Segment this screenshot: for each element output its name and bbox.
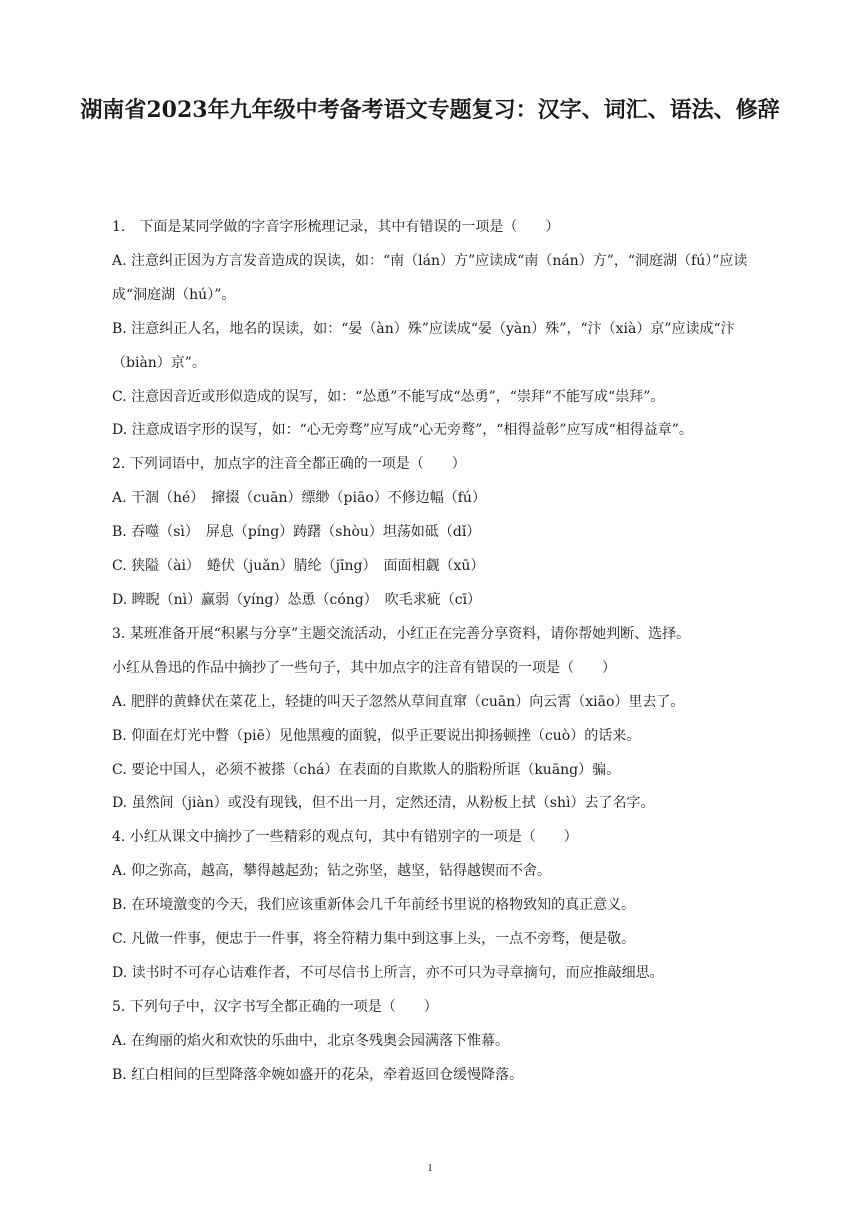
question-5-stem: 5. 下列句子中，汉字书写全都正确的一项是（ ） [112, 998, 438, 1015]
question-1-option-b: B. 注意纠正人名，地名的误读，如：“晏（àn）殊”应读成“晏（yàn）殊”，“汴（xià）京”应读成“汴（biàn）京”。 [112, 320, 735, 371]
question-5-option-a: A. 在绚丽的焰火和欢快的乐曲中，北京冬残奥会园满落下惟幕。 [112, 1032, 510, 1049]
question-2-option-c: C. 狭隘（ài） 蜷伏（juǎn）腈纶（jīng） 面面相觑（xū） [112, 558, 485, 575]
page-title: 湖南省2023年九年级中考备考语文专题复习：汉字、词汇、语法、修辞 [80, 97, 780, 123]
question-4-stem: 4. 小红从课文中摘抄了一些精彩的观点句，其中有错别字的一项是（ ） [112, 829, 578, 846]
question-1-option-d: D. 注意成语字形的误写，如：“心无旁骛”应写成“心无旁鹜”，“相得益彰”应写成“相得益章”。 [112, 422, 693, 439]
question-3-option-d: D. 虽然间（jiàn）或没有现钱，但不出一月，定然还清，从粉板上拭（shì）去了名字。 [112, 795, 655, 812]
question-5-option-b: B. 红白相间的巨型降落伞婉如盛开的花朵，牵着返回仓缓慢降落。 [112, 1066, 524, 1083]
question-1-option-a: A. 注意纠正因为方言发音造成的误读，如：“南（lán）方”应读成“南（nán）方”，“洞庭湖（fú）”应读成“洞庭湖（hú）”。 [112, 252, 748, 303]
question-3-option-c: C. 要论中国人，必须不被搽（chá）在表面的自欺欺人的脂粉所诓（kuāng）骗。 [112, 761, 621, 778]
page-number: 1 [427, 1162, 433, 1174]
question-3-option-b: B. 仰面在灯光中瞥（piē）见他黑瘦的面貌，似乎正要说出抑扬顿挫（cuò）的话来。 [112, 727, 641, 744]
question-3-intro: 3. 某班准备开展“积累与分享”主题交流活动，小红正在完善分享资料，请你帮她判断、选择。 [112, 625, 691, 642]
question-2-stem: 2. 下列词语中，加点字的注音全都正确的一项是（ ） [112, 456, 466, 473]
question-2-option-a: A. 干涸（hé） 撺掇（cuān）缥缈（piāo）不修边幅（fú） [112, 490, 486, 507]
question-4-option-d: D. 读书时不可存心诘难作者，不可尽信书上所言，亦不可只为寻章摘句，而应推敲细思。 [112, 964, 664, 981]
question-3-option-a: A. 肥胖的黄蜂伏在菜花上，轻捷的叫天子忽然从草间直窜（cuān）向云霄（xiāo）里去了。 [112, 693, 685, 710]
question-4-option-a: A. 仰之弥高，越高，攀得越起劲；钻之弥坚，越坚，钻得越锲而不舍。 [112, 863, 552, 880]
question-4-option-b: B. 在环境激变的今天，我们应该重新体会几千年前经书里说的格物致知的真正意义。 [112, 897, 636, 914]
question-4-option-c: C. 凡做一件事，便忠于一件事，将全符精力集中到这事上头，一点不旁骛，便是敬。 [112, 931, 636, 948]
question-2-option-d: D. 睥睨（nì）赢弱（yíng）怂恿（cóng） 吹毛求疵（cī） [112, 591, 482, 608]
question-list [112, 211, 782, 1093]
question-1-stem: 1. 下面是某同学做的字音字形梳理记录，其中有错误的一项是（ ） [112, 219, 560, 235]
question-3-stem: 小红从鲁迅的作品中摘抄了一些句子，其中加点字的注音有错误的一项是（ ） [112, 659, 616, 676]
question-1-option-c: C. 注意因音近或形似造成的误写，如：“怂恿”不能写成“怂勇”，“崇拜”不能写成“祟拜”。 [112, 388, 665, 405]
question-2-option-b: B. 吞噬（sì） 屏息（píng）踌躇（shòu）坦荡如砥（dǐ） [112, 524, 481, 541]
